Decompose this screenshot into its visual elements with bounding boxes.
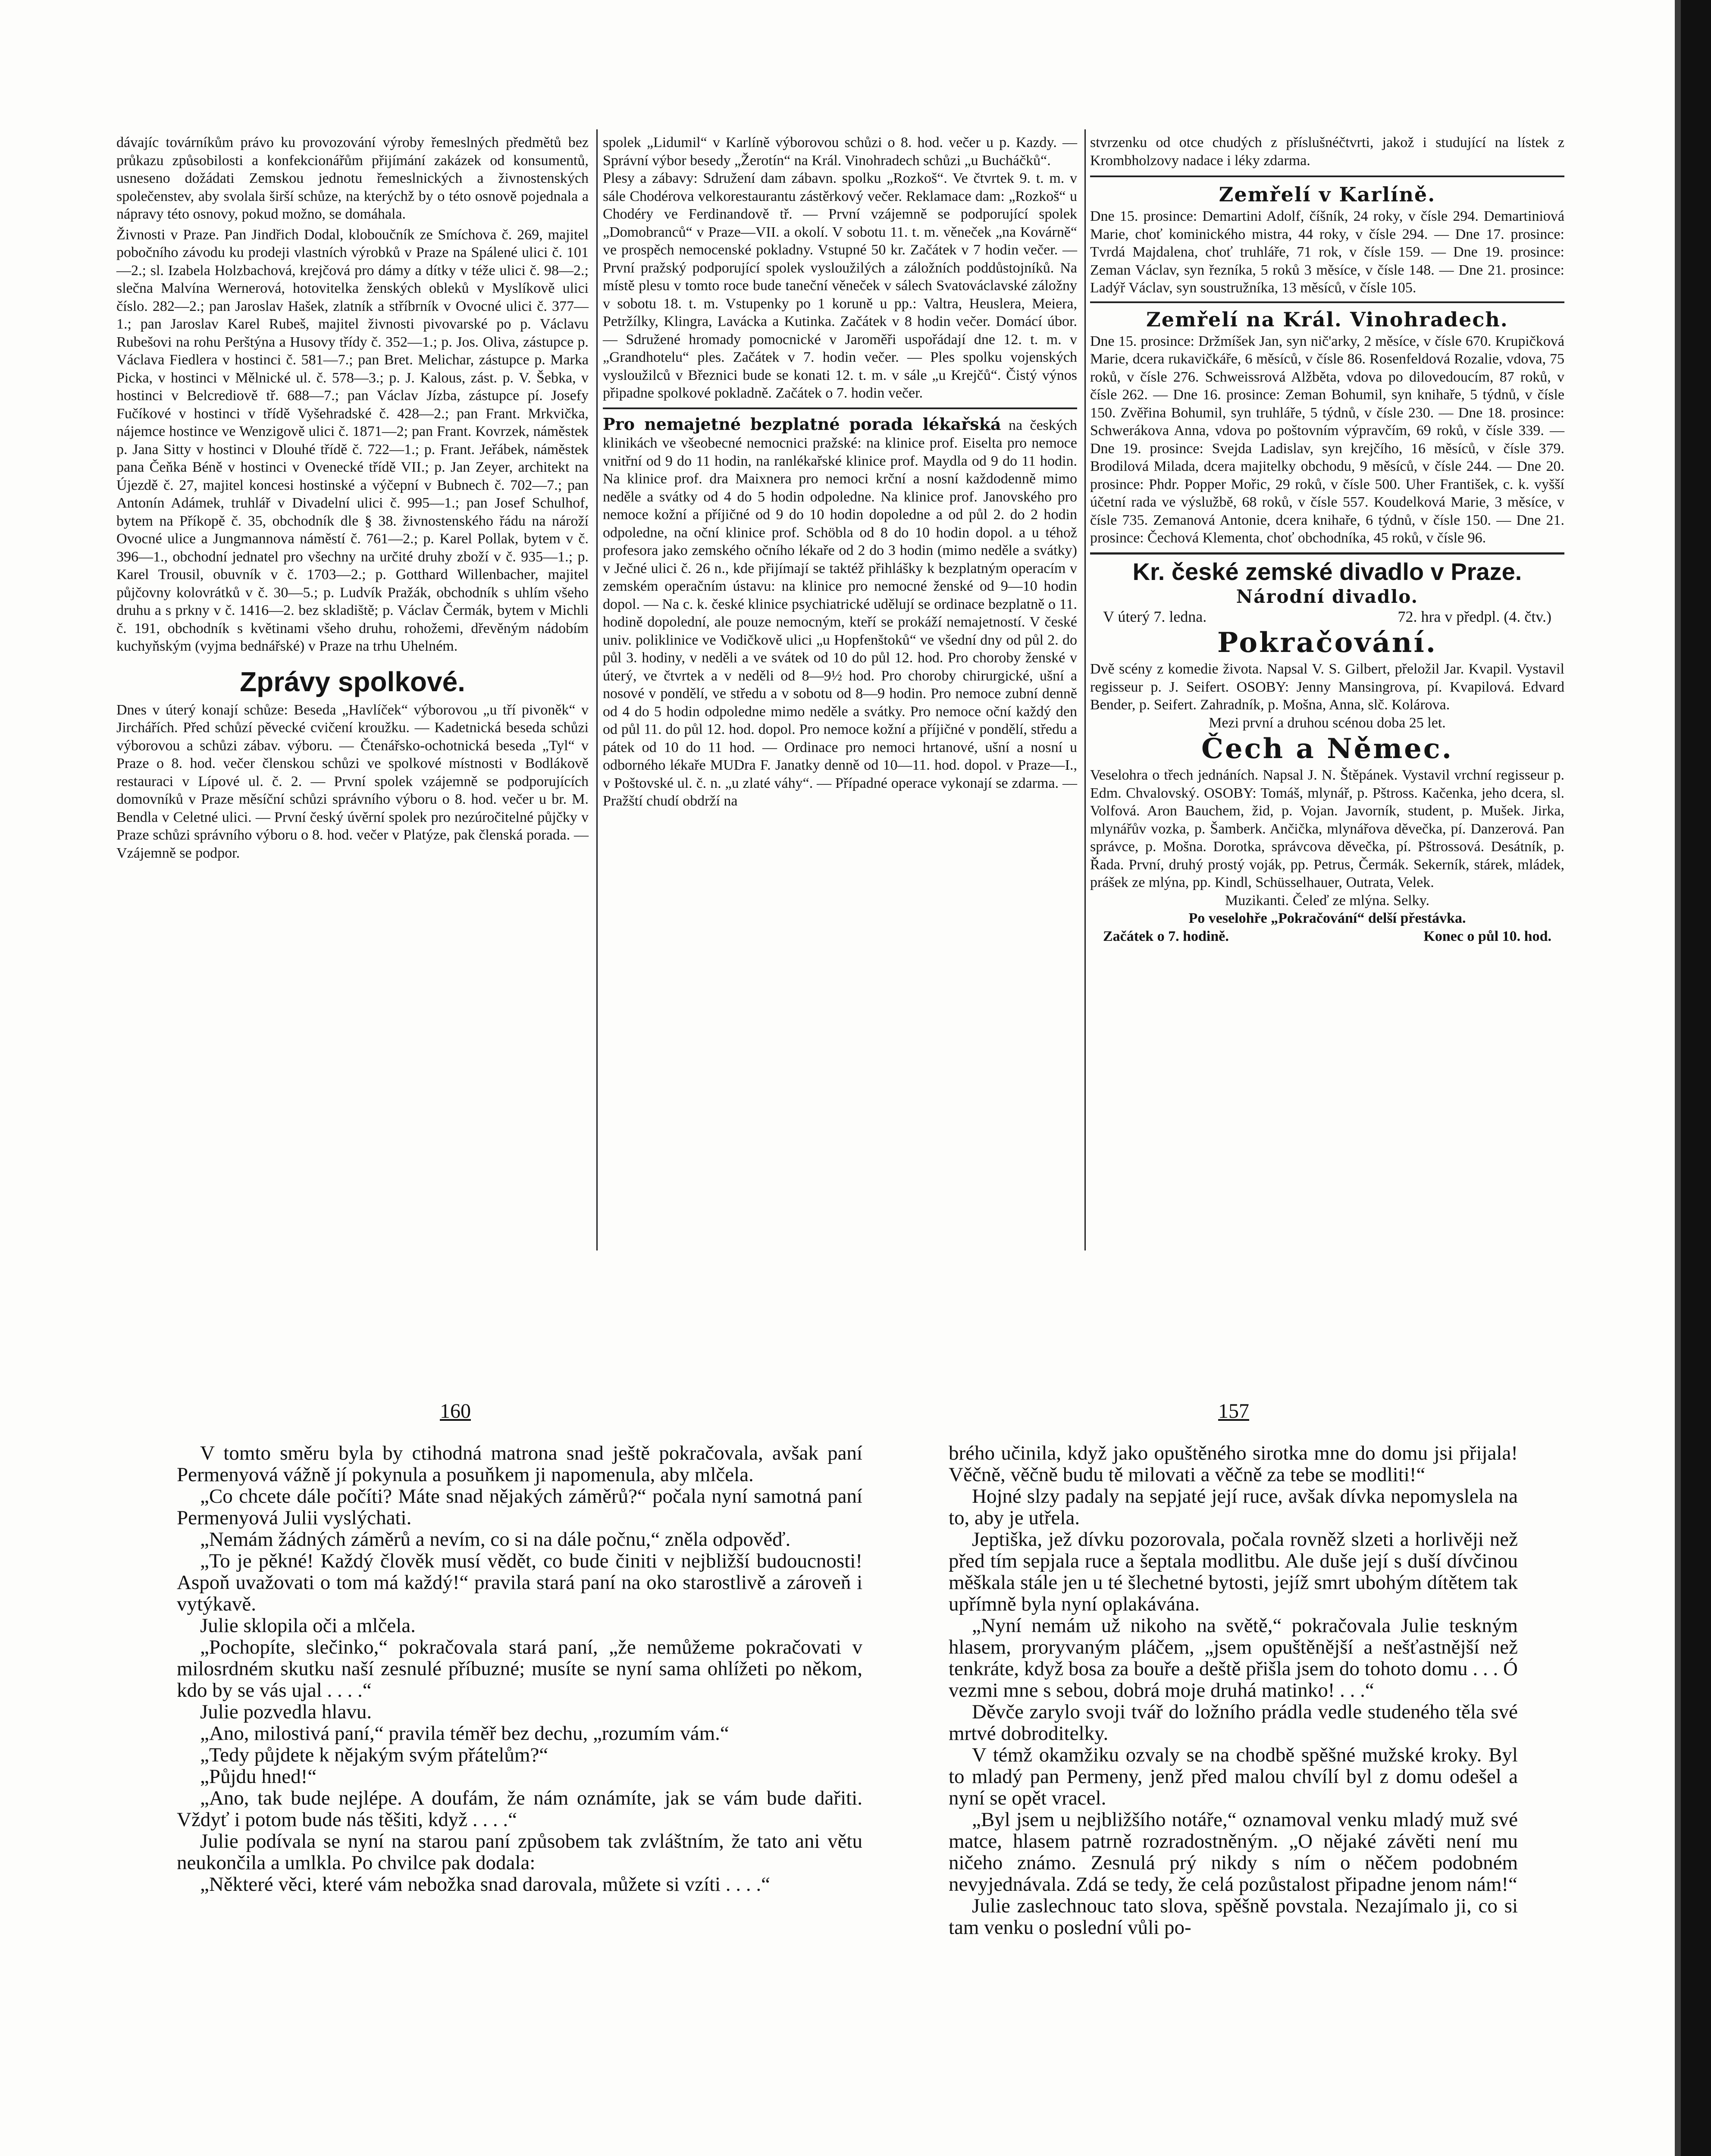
upper-column-3 [1090,134,1564,945]
novel-paragraph: Julie zaslechnouc tato slova, spěšně povstala. Nezajímalo ji, co si tam venku o poslední vůli po- [949,1895,1518,1939]
novel-page-right [949,1442,1518,1938]
heading-deaths-vinohrady: Zemřelí na Král. Vinohradech. [1146,307,1508,331]
page-number-left: 160 [440,1400,471,1423]
paragraph-deaths-karlin: Dne 15. prosince: Demartini Adolf, číšník, 24 roky, v čísle 294. Demartiniová Marie, choť kominického mistra, 44 roky, v čísle 294. — Dne 17. prosince: Tvrdá Majdalena, choť truhláře, 71 rok, v čísle 159. — Dne 19. prosince: Zeman Václav, syn řezníka, 5 roků 3 měsíce, v čísle 148. — Dne 21. prosince: Ladýř Václav, syn soustružníka, 13 měsíců, v čísle 105. [1090,208,1564,296]
novel-paragraph: „Tedy půjdete k nějakým svým přátelům?“ [200,1744,548,1766]
play2-end: Konec o půl 10. hod. [1423,928,1551,944]
divider-medical [603,407,1077,409]
play2-note: Po veselohře „Pokračování“ delší přestávka. [1188,910,1466,926]
heading-free-medical-title: Pro nemajetné bezplatné porada lékařská [603,414,1001,434]
scan-edge [1681,0,1711,2156]
novel-paragraph: „Byl jsem u nejbližšího notáře,“ oznamoval venku mladý muž své matce, hlasem patrně rozradostněným. „O nějaké závěti není mu ničeho známo. Zesnulá prý nikdy s ním o něčem podobném nevyjednávala. Zdá se tedy, že celá pozůstalost připadne jenom nám!“ [949,1808,1518,1896]
heading-free-medical [603,415,1077,810]
novel-paragraph: „Pochopíte, slečinko,“ pokračovala stará paní, „že nemůžeme pokračovati v milosrdném skutku naší zesnulé příbuzné; musíte se nyní sama ohlížeti po někom, kdo by se vás ujal . . . .“ [177,1636,862,1702]
novel-paragraph: „Nyní nemám už nikoho na světě,“ pokračovala Julie teskným hlasem, proryvaným pláčem, „jsem opuštěnější a nešťastnější než tenkráte, když bosa za bouře a deště přišla jsem do tohoto domu . . . Ó vezmi mne s sebou, dobrá moje druhá matinko! . . .“ [949,1614,1518,1702]
paragraph-poor-note: stvrzenku od otce chudých z příslušnéčtvrti, jakož i studující na lístek z Krombholzovy nadace i léky zdarma. [1090,135,1564,169]
novel-paragraph: Julie pozvedla hlavu. [200,1701,372,1723]
novel-paragraph: Jeptiška, jež dívku pozorovala, počala rovněž slzeti a horlivěji než před tím sepjala ruce a šeptala modlitbu. Ale duše její s duší dívčinou měškala stále jen u té šlechetné bytosti, jejíž smrt ubohým dítětem tak upřímně byla nyní oplakávána. [949,1528,1518,1615]
novel-page-left [177,1442,862,1895]
play1-note: Mezi první a druhou scénou doba 25 let. [1209,714,1446,731]
paragraph-trades-prague: Živnosti v Praze. Pan Jindřich Dodal, kloboučník ze Smíchova č. 269, majitel pobočního závodu ku prodeji vlastních výrobků v Praze na Spálené ulici č. 101—2.; sl. Izabela Holzbachová, krejčová pro dámy a dítky v téže ulici č. 98—2.; slečna Malvína Wernerová, hotovitelka ženských obleků v Myslíkově ulici číslo. 282—2.; pan Jaroslav Hašek, zlatník a stříbrník v Ovocné ulici č. 377—1.; pan Jaroslav Karel Rubeš, majitel živnosti pivovarské po p. Václavu Rubešovi na rohu Perštýna a Husovy třídy č. 352—1.; p. Jos. Oliva, zástupce p. Václava Fiedlera v hostinci č. 581—7.; pan Bret. Melichar, zástupce p. Marka Picka, v hostinci v Mělnické ul. č. 578—3.; p. J. Kalous, zást. p. V. Šebka, v hostinci v Belcrediově tř. 688—7.; pan Václav Jízba, zástupce pí. Josefy Fučíkové v hostinci v třídě Vyšehradské č. 428—2.; pan Frant. Mrkvička, nájemce hostince ve Wenzigově ulici č. 1871—2; pan Frant. Kovrzek, náměstek p. Jana Sitty v hostinci v Dlouhé třídě č. 722—1.; p. Frant. Jeřábek, náměstek pana Čeňka Béně v hostinci v Ovenecké třídě VII.; p. Jan Zeyer, architekt na Újezdě č. 27, majitel koncesi hostinské a výčepní v Bubnech č. 702—7.; pan Antonín Adámek, truhlář v Divadelní ulici č. 995—1.; pan Josef Schulhof, bytem na Příkopě č. 35, obchodník dle § 38. živnostenského řádu na nároží Ovocné ulice a Jungmannova náměstí č. 761—2.; p. Karel Pollak, bytem v č. 396—1., obchodní jednatel pro všechny na určité druhy zboží v č. 935—1.; p. Karel Trousil, obuvník v č. 1703—2.; p. Gotthard Willenbacher, majitel půjčovny kolovrátků v č. 30—5.; p. Ludvík Pražák, obchodník s uhlím všeho druhu a s prkny v č. 1416—2. bez skladiště; p. Václav Čermák, bytem v Michli č. 191, obchodník s květinami všeho druhu, rohožemi, dřevěným nádobím kuchyňským (vyjma bednářské) v Praze na trhu Uhelném. [116,226,589,654]
play2-times [1090,928,1564,946]
paragraph-society-news: Dnes v úterý konají schůze: Beseda „Havlíček“ výborovou „u tří pivoněk“ v Jirchářích. Před schůzí pěvecké cvičení kroužku. — Kadetnická beseda schůzi výborovou a schůzi zábav. výboru. — Čtenářsko-ochotnická beseda „Tyl“ v Praze o 8. hod. večer členskou schůzi ve spolkové místnosti v Bodlákově restauraci v Lípové ul. č. 2. — První spolek vzájemně se podporujících domovníků v Praze měsíční schůzi správního výboru o 8. hod. večer u br. M. Bendla v Celetné ulici. — První český úvěrní spolek pro nezúročitelné půjčky v Praze schůzi správního výboru o 8. hod. večer v Platýze, pak členská porada. — Vzájemně se podpor. [116,702,589,861]
novel-paragraph: „Některé věci, které vám nebožka snad darovala, můžete si vzíti . . . .“ [200,1873,770,1896]
play2-cast-extra: Muzikanti. Čeleď ze mlýna. Selky. [1225,892,1429,909]
play1-title: Pokračování. [1217,627,1438,659]
upper-column-2 [603,134,1077,810]
heading-deaths-karlin: Zemřelí v Karlíně. [1219,183,1436,206]
theatre-date: V úterý 7. ledna. [1103,608,1207,625]
paragraph-balls: spolek „Lidumil“ v Karlíně výborovou schůzi o 8. hod. večer u p. Kazdy. — Správní výbor besedy „Žerotín“ na Král. Vinohradech schůzi „u Bucháčků“. Plesy a zábavy: Sdružení dam zábavn. spolku „Rozkoš“. Ve čtvrtek 9. t. m. v sále Chodérova velkorestaurantu zástěrkový večer. Reklamace dam: „Rozkoš“ u Chodéry ve Ferdinandově tř. — První vzájemně se podporující spolek „Domobranců“ v Praze—VII. a okolí. V sobotu 11. t. m. věneček „na Kovárně“ ve prospěch nemocenské pokladny. Vstupné 50 kr. Začátek v 7 hodin večer. — První pražský podporující spolek vysloužilých a záložních poddůstojníků. Na místě plesu v tomto roce bude taneční věneček v sálech Svatováclavské záložny v sobotu 18. t. m. Vstupenky po 1 koruně u pp.: Valtra, Heuslera, Meiera, Petržílky, Klingra, Lavácka a Kutinka. Začátek v 8 hodin večer. Domácí úbor. — Sdružené hromady pomocnické v Jaroměři uspořádají dne 12. t. m. v „Grandhotelu“ ples. Začátek v 7. hodin večer. — Ples spolku vojenských vysloužilců v Březnici bude se konati 12. t. m. v sále „u Krejčů“. Čistý výnos připadne spolkové pokladně. Začátek o 7. hodin večer. [603,135,1077,401]
theatre-subscription: 72. hra v předpl. (4. čtv.) [1398,608,1551,625]
column-rule-2 [1084,129,1086,1250]
novel-paragraph: Julie podívala se nyní na starou paní způsobem tak zvláštním, že tato ani větu neukončila a umlkla. Po chvilce pak dodala: [177,1830,862,1874]
divider-theatre [1090,552,1564,555]
theatre-date-line [1090,608,1564,626]
paragraph-trade-intro: dávajíc továrníkům právo ku provozování výroby řemeslných předmětů bez průkazu způsobilosti a konfekcionářům přijímání zakázek od konsumentů, usneseno dožádati Zemskou jednotu řemeslnických a živnostenských společenstev, aby svolala širší schůze, na kterýchž by o této osnově pojednala a nápravy této osnovy, pokud možno, se domáhala. [116,135,589,222]
novel-paragraph: „Půjdu hned!“ [200,1765,317,1788]
play2-text: Veselohra o třech jednáních. Napsal J. N. Štěpánek. Vystavil vrchní regisseur p. Edm. Chvalovský. OSOBY: Tomáš, mlynář, p. Pštross. Kačenka, jeho dcera, sl. Volfová. Aron Bauchem, žid, p. Vojan. Javorník, student, p. Mušek. Jirka, mlynářův vozka, p. Šamberk. Ančička, mlynářova děvečka, pí. Danzerová. Pan správce, p. Mošna. Dorotka, správcova děvečka, pí. Pštrossová. Desátník, p. Řada. První, druhý prostý voják, pp. Petrus, Čermák. Sekerník, stárek, mládek, prášek ze mlýna, pp. Kindl, Schüsselhauer, Outrata, Velek. [1090,767,1564,890]
novel-paragraph: brého učinila, když jako opuštěného sirotka mne do domu jsi přijala! Věčně, věčně budu tě milovati a věčně za tebe se modliti!“ [949,1442,1518,1486]
novel-paragraph: Julie sklopila oči a mlčela. [200,1614,416,1637]
heading-society-news: Zprávy spolkové. [240,666,465,697]
theatre-title: Kr. české zemské divadlo v Praze. [1132,558,1522,585]
novel-paragraph: V tomto směru byla by ctihodná matrona snad ještě pokračovala, avšak paní Permenyová vážně jí pokynula a posuňkem ji napomenula, aby mlčela. [177,1442,862,1486]
divider-vinohrady [1090,301,1564,303]
scan-edge-shadow [1675,0,1681,2156]
novel-paragraph: „Ano, milostivá paní,“ pravila téměř bez dechu, „rozumím vám.“ [200,1722,729,1745]
novel-paragraph: „Nemám žádných záměrů a nevím, co si na dále počnu,“ zněla odpověď. [200,1528,791,1551]
paragraph-free-medical: na českých klinikách ve všeobecné nemocnici pražské: na klinice prof. Eiselta pro nemoce vnitřní od 9 do 11 hodin, na ranlékařské klinice prof. Maydla od 9 do 11 hodin. Na klinice prof. dra Maixnera pro nemoci krční a nosní každodenně mimo neděle a svátky od 4 do 5 hodin odpoledne. Na klinice prof. Janovského pro nemoce kožní a příjičné od 9 do 10 hodin dopoledne a od půl 2. do 2 hodin odpoledne, na oční klinice prof. Schöbla od 8 do 10 hodin dopol. a u téhož profesora jako zemského očního lékaře od 2 do 3 hodin (mimo neděle a svátky) v Ječné ulici č. 26 n., kde přijímají se taktéž přihlášky k bezplatným operacím v zemském operačním ústavu: na klinice pro nemocné ženské od 9—10 hodin dopol. — Na c. k. české klinice psychiatrické udělují se ordinace bezplatně o 11. hodině dopolední, ale pouze nemocným, kteří se prokáží nemajetností. V české univ. poliklinice ve Vodičkově ulici „u Hopfenštoků“ ve všední dny od půl 2. do půl 3. hodiny, v neděli a ve svátek od 10 do půl 12. hod. Pro choroby ženské v úterý, ve čtvrtek a v neděli od 8—9½ hod. Pro choroby chirurgické, ušní a nosové v pondělí, ve středu a v sobotu od 8—9 hodin. Pro nemoce zubní denně od 4 do 5 hodin odpoledne mimo neděle a svátky. Pro nemoce oční každý den od půl 11. do půl 12. hod. dopol. Pro nemoce kožní a příjičné v pondělí, středu a pátek od 10 do 11 hod. — Ordinace pro nemoci hrtanové, ušní a nosní u odborného lékaře MUDra F. Janatky denně od 10—11. hod. dopol. v Praze—I., v Poštovské ul. č. n. „u zlaté váhy“. — Případné operace vykonají se zdarma. — Pražští chudí obdrží na [603,417,1077,809]
page-number-right: 157 [1218,1400,1249,1423]
novel-paragraph: V témž okamžiku ozvaly se na chodbě spěšné mužské kroky. Byl to mladý pan Permeny, jenž před malou chvílí byl z domu odešel a nyní se opět vracel. [949,1744,1518,1809]
novel-paragraph: „Ano, tak bude nejlépe. A doufám, že nám oznámíte, jak se vám bude dařiti. Vždyť i potom bude nás těšiti, když . . . .“ [177,1787,862,1831]
play2-title: Čech a Němec. [1201,733,1454,765]
novel-paragraph: Děvče zarylo svoji tvář do ložního prádla vedle studeného těla své mrtvé dobroditelky. [949,1701,1518,1745]
theatre-subtitle: Národní divadlo. [1236,586,1419,607]
upper-column-1 [116,134,589,862]
novel-paragraph: „To je pěkné! Každý člověk musí vědět, co bude činiti v nejbližší budoucnosti! Aspoň uvažovati o tom má každý!“ pravila stará paní na oko starostlivě a zároveň i vytýkavě. [177,1550,862,1615]
novel-paragraph: Hojné slzy padaly na sepjaté její ruce, avšak dívka nepomyslela na to, aby je utřela. [949,1485,1518,1529]
play1-text: Dvě scény z komedie života. Napsal V. S. Gilbert, přeložil Jar. Kvapil. Vystavil regisseur p. J. Seifert. OSOBY: Jenny Mansingrova, pí. Kvapilová. Edvard Bender, p. Seifert. Zahradník, p. Mošna, Anna, slč. Kolárova. [1090,661,1564,713]
column-rule-1 [596,129,598,1250]
divider-karlin [1090,175,1564,177]
novel-paragraph: „Co chcete dále počíti? Máte snad nějakých záměrů?“ počala nyní samotná paní Permenyová Julii vyslýchati. [177,1485,862,1529]
play2-start: Začátek o 7. hodině. [1103,928,1229,944]
paragraph-deaths-vinohrady: Dne 15. prosince: Držmíšek Jan, syn nič'arky, 2 měsíce, v čísle 670. Krupičková Marie, dcera rukavičkáře, 6 měsíců, v čísle 86. Rosenfeldová Rozalie, vdova, 75 roků, v čísle 276. Schweissrová Alžběta, vdova po dilovedoucím, 87 roků, v čísle 262. — Dne 16. prosince: Zeman Bohumil, syn knihaře, 5 týdnů, v čísle 150. Zvěřina Bohumil, syn truhláře, 5 týdnů, v čísle 230. — Dne 18. prosince: Schwerákova Anna, vdova po poštovním výpravčím, 69 roků, v čísle 339. — Dne 19. prosince: Svejda Ladislav, syn krejčího, 16 měsíců, v čísle 379. Brodilová Milada, dcera majitelky obchodu, 9 měsíců, v čísle 244. — Dne 20. prosince: Phdr. Popper Mořic, 29 roků, v čísle 500. Uher František, c. k. vyšší účetní rada ve výslužbě, 68 roků, v čísle 557. Koudelková Marie, 3 měsíce, v čísle 735. Zemanová Antonie, dcera knihaře, 6 týdnů, v čísle 150. — Dne 21. prosince: Čechová Klementa, choť obchodníka, 45 roků, v čísle 96. [1090,333,1564,546]
